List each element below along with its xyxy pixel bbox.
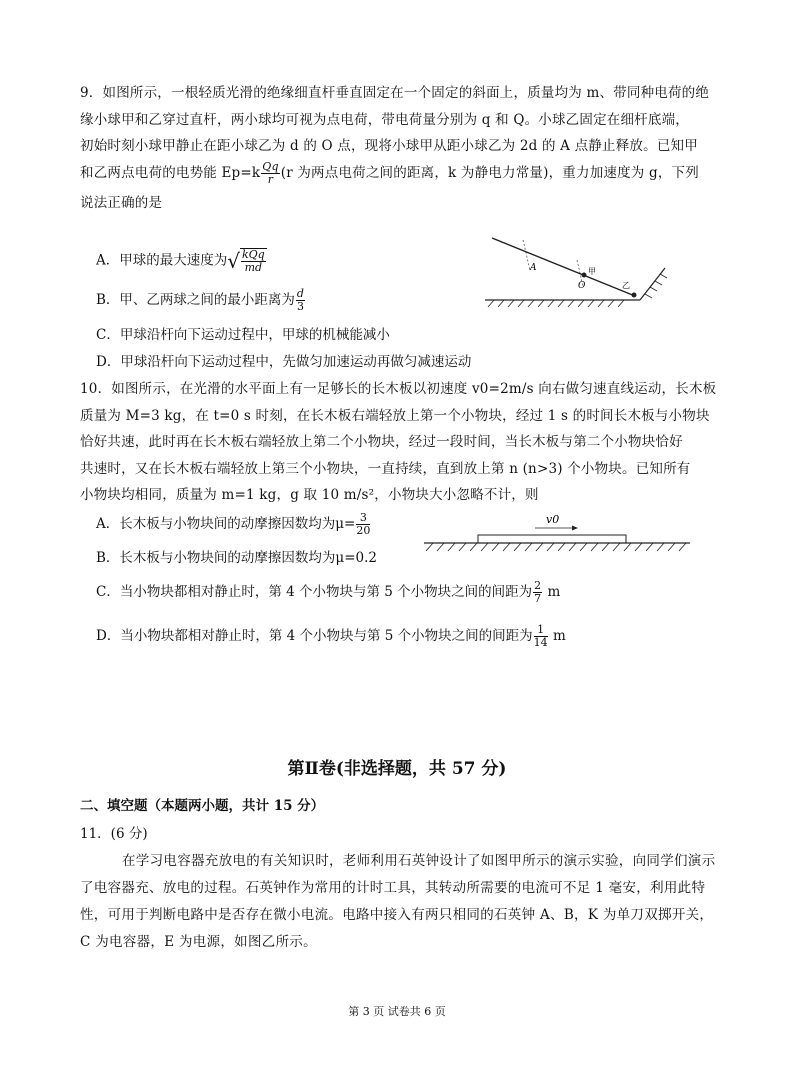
long-board: [478, 535, 626, 543]
label-v0: v0: [546, 513, 560, 526]
fraction-numerator: Qq: [262, 159, 279, 173]
fraction-denominator: md: [244, 261, 263, 274]
label-jia: 甲: [588, 267, 596, 276]
q10-line4: 共速时，又在长木板右端轻放上第三个小物块，一直持续，直到放上第 n (n>3) 个小物块。已知所有: [80, 460, 691, 477]
option-text: A．长木板与小物块间的动摩擦因数均为μ=: [96, 516, 356, 532]
incline-hatching: [645, 274, 667, 298]
option-text: A．甲球的最大速度为: [96, 252, 228, 269]
ground-hatching: [426, 543, 686, 551]
option-text: D．当小物块都相对静止时，第 4 个小物块与第 5 个小物块之间的间距为: [96, 628, 533, 644]
mark-a-line: [523, 240, 530, 270]
min-distance-fraction: [296, 288, 305, 313]
fraction-denominator: r: [267, 172, 274, 186]
option-text: B．甲、乙两球之间的最小距离为: [96, 292, 295, 308]
q9-line3: 初始时刻小球甲静止在距小球乙为 d 的 O 点，现将小球甲从距小球乙为 2d 的 A 点静止释放。已知甲: [80, 138, 698, 154]
insulating-rod: [492, 238, 635, 296]
q9-option-a[interactable]: [96, 248, 267, 274]
fraction-denominator: 7: [534, 592, 542, 605]
velocity-arrowhead: [572, 526, 578, 531]
fraction-denominator: 20: [356, 524, 371, 537]
q9-line4-post: (r 为两点电荷之间的距离，k 为静电力常量)，重力加速度为 g，下列: [280, 164, 699, 181]
q9-incline-figure: [480, 236, 680, 316]
q9-line5: 说法正确的是: [80, 194, 163, 211]
q10-board-figure: [420, 508, 695, 554]
fraction-numerator: 3: [356, 512, 370, 525]
question-10: [80, 376, 720, 509]
incline-surface: [640, 268, 665, 300]
q9-option-d[interactable]: D．甲球沿杆向下运动过程中，先做匀加速运动再做匀减速运动: [96, 354, 472, 370]
fraction-numerator: d: [296, 287, 304, 300]
unit-text: m: [552, 628, 566, 644]
q10-line2: 质量为 M=3 kg，在 t=0 s 时刻，在长木板右端轻放上第一个小物块，经过 1 s 的时间长木板与小物块: [80, 407, 710, 424]
q9-line4: [80, 160, 720, 190]
label-o: O: [578, 281, 586, 291]
section-2-title: 二、填空题（本题两小题，共计 15 分）: [80, 798, 325, 814]
fraction-numerator: 2: [534, 579, 542, 592]
option-text: C．当小物块都相对静止时，第 4 个小物块与第 5 个小物块之间的间距为: [96, 584, 533, 600]
label-a: A: [530, 263, 537, 273]
unit-text: m: [547, 584, 561, 600]
q9-option-c[interactable]: C．甲球沿杆向下运动过程中，甲球的机械能减小: [96, 327, 390, 343]
q10-line3: 恰好共速，此时再在长木板右端轻放上第二个小物块，经过一段时间，当长木板与第二个小物块恰好: [80, 434, 683, 450]
ball-yi: [632, 293, 637, 298]
q11-head: 11．(6 分): [80, 826, 148, 842]
label-yi: 乙: [622, 281, 630, 290]
q10-option-c[interactable]: [96, 580, 560, 605]
fraction-denominator: 3: [296, 300, 304, 313]
q10-line5: 小物块均相同，质量为 m=1 kg，g 取 10 m/s²，小物块大小忽略不计，则: [80, 487, 539, 503]
page-footer: 第 3 页 试卷共 6 页: [348, 1005, 446, 1018]
q10-option-b[interactable]: B．长木板与小物块间的动摩擦因数均为μ=0.2: [96, 550, 377, 566]
fraction-denominator: 14: [533, 636, 548, 649]
ground-hatching: [488, 300, 624, 307]
part-2-title: 第Ⅱ卷(非选择题，共 57 分): [287, 759, 507, 779]
friction-fraction: [356, 512, 370, 537]
q11-body: 在学习电容器充放电的有关知识时，老师利用石英钟设计了如图甲所示的演示实验，向同学们演示了电容器充、放电的过程。石英钟作为常用的计时工具，其转动所需要的电流可不足 1 毫安，利用此特性，可用于判断电路中是否存在微小电流。电路中接入有两只相同的石英钟 A、B，K 为单刀双掷开关，C 为电容器，E 为电源，如图乙所示。: [80, 853, 716, 950]
q9-line4-pre: 和乙两点电荷的电势能 Ep=k: [80, 164, 261, 181]
ball-jia: [582, 273, 587, 278]
q10-option-d[interactable]: [96, 624, 566, 649]
question-9: [80, 80, 720, 216]
sqrt-expression: √ $\frac{\text{kQq}}{md}$: [227, 248, 265, 274]
q9-line2: 缘小球甲和乙穿过直杆，两小球均可视为点电荷，带电荷量分别为 q 和 Q。小球乙固定在细杆底端，: [80, 111, 689, 128]
q9-option-b[interactable]: [96, 288, 306, 313]
potential-energy-fraction: [261, 161, 279, 186]
spacing-fraction: [533, 580, 542, 605]
q9-line1: 9．如图所示，一根轻质光滑的绝缘细直杆垂直固定在一个固定的斜面上，质量均为 m、带同种电荷的绝: [80, 85, 710, 101]
spacing-fraction: [534, 624, 548, 649]
fraction-numerator: 1: [534, 624, 548, 637]
q10-option-a[interactable]: [96, 512, 371, 537]
q10-line1: 10．如图所示，在光滑的水平面上有一足够长的长木板以初速度 v0=2m/s 向右做匀速直线运动，长木板: [80, 381, 717, 397]
fraction-numerator: kQq: [242, 248, 265, 261]
